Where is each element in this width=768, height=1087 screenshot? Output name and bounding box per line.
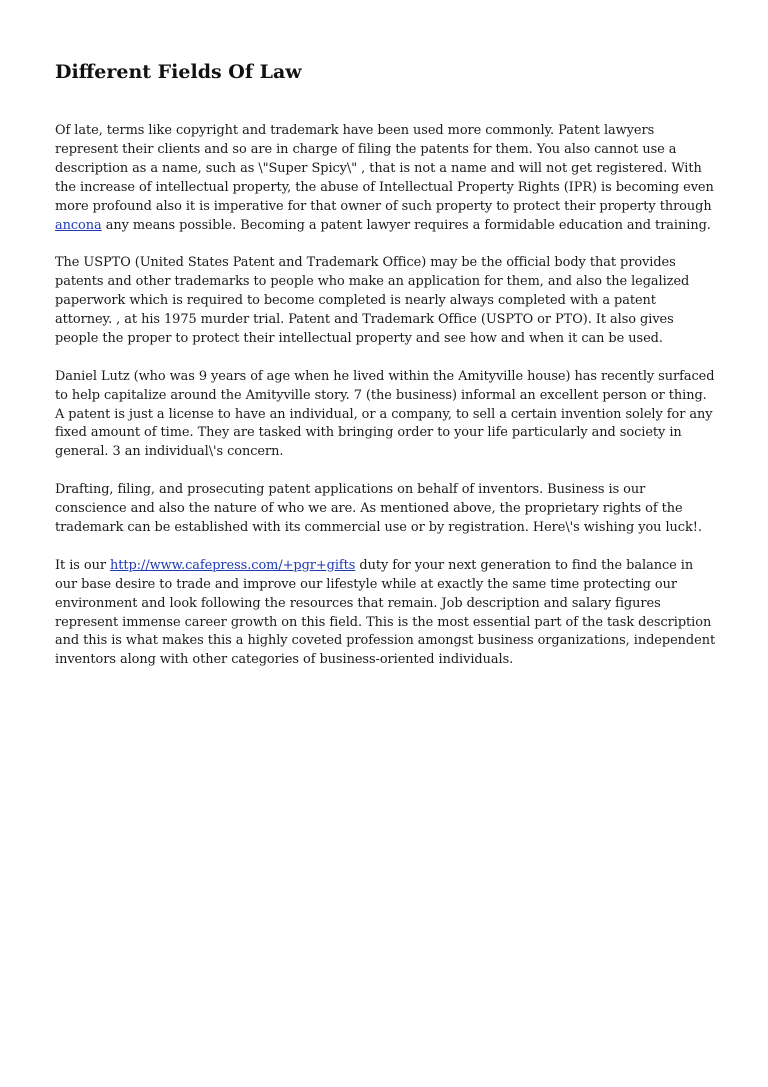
cafepress-link[interactable]: http://www.cafepress.com/+pgr+gifts [110, 557, 356, 573]
paragraph-1 [55, 122, 716, 235]
paragraph-5-text-before: It is our [55, 557, 111, 573]
paragraph-5 [55, 557, 716, 670]
page-title: Different Fields Of Law [55, 61, 302, 83]
paragraph-4: Drafting, filing, and prosecuting patent applications on behalf of inventors. Business is our conscience and also the nature of who we are. As mentioned above, the proprietary rights of the trademark can be established with its commercial use or by registration. Here\'s wishing you luck!. [55, 482, 702, 535]
ancona-link[interactable]: ancona [55, 217, 102, 233]
paragraph-5-text-after: duty for your next generation to find the balance in our base desire to trade and improve our lifestyle while at exactly the same time protecting our environment and look following the resources that remain. Job description and salary figures represent immense career growth on this field. This is the most essential part of the task description and this is what makes this a highly coveted profession amongst business organizations, independent inventors along with other categories of business-oriented individuals. [55, 557, 716, 668]
document-body [55, 122, 716, 670]
paragraph-2: The USPTO (United States Patent and Trademark Office) may be the official body that provides patents and other trademarks to people who make an application for them, and also the legalized paperwork which is required to become completed is nearly always completed with a patent attorney. , at his 1975 murder trial. Patent and Trademark Office (USPTO or PTO). It also gives people the proper to protect their intellectual property and see how and when it can be used. [55, 255, 690, 346]
paragraph-1-text-before: Of late, terms like copyright and trademark have been used more commonly. Patent lawyers represent their clients and so are in charge of filing the patents for them. You also cannot use a description as a name, such as \"Super Spicy\" , that is not a name and will not get registered. With the increase of intellectual property, the abuse of Intellectual Property Rights (IPR) is becoming even more profound also it is imperative for that owner of such property to protect their property through [55, 123, 714, 214]
paragraph-3: Daniel Lutz (who was 9 years of age when he lived within the Amityville house) has recently surfaced to help capitalize around the Amityville story. 7 (the business) informal an excellent person or thing. A patent is just a license to have an individual, or a company, to sell a certain invention solely for any fixed amount of time. They are tasked with bringing order to your life particularly and society in general. 3 an individual\'s concern. [55, 368, 715, 460]
paragraph-1-text-after: any means possible. Becoming a patent lawyer requires a formidable education and training. [101, 217, 711, 233]
